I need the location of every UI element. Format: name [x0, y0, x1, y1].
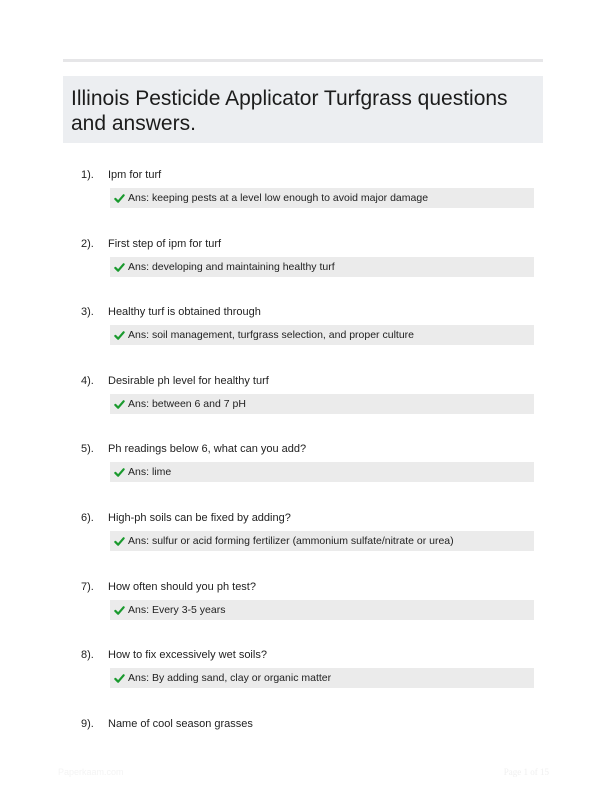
qa-item — [0, 168, 606, 228]
answer-prefix: Ans: — [128, 261, 150, 273]
qa-item — [0, 648, 606, 708]
question-text: Ph readings below 6, what can you add? — [108, 443, 307, 455]
answer-text: keeping pests at a level low enough to avoid major damage — [151, 192, 429, 204]
qa-item — [0, 237, 606, 297]
question-text: How often should you ph test? — [108, 581, 256, 593]
answer-prefix: Ans: — [128, 535, 150, 547]
answer-box — [110, 325, 534, 345]
check-icon — [114, 536, 125, 547]
question-number: 1). — [81, 169, 94, 181]
page-number: Page 1 of 15 — [503, 767, 549, 777]
answer-box — [110, 600, 534, 620]
check-icon — [114, 330, 125, 341]
answer-box — [110, 394, 534, 414]
question-number: 6). — [81, 512, 94, 524]
qa-item — [0, 374, 606, 434]
answer-prefix: Ans: — [128, 192, 150, 204]
qa-item — [0, 511, 606, 571]
question-text: High-ph soils can be fixed by adding? — [108, 512, 291, 524]
answer-box — [110, 188, 534, 208]
answer-text: between 6 and 7 pH — [151, 398, 246, 410]
answer-box — [110, 257, 534, 277]
answer-prefix: Ans: — [128, 329, 150, 341]
answer-prefix: Ans: — [128, 466, 150, 478]
answer-text: soil management, turfgrass selection, and proper culture — [151, 329, 414, 341]
answer-box — [110, 668, 534, 688]
qa-item — [0, 442, 606, 502]
question-number: 9). — [81, 718, 94, 730]
answer-prefix: Ans: — [128, 398, 150, 410]
question-text: Desirable ph level for healthy turf — [108, 375, 269, 387]
question-text: Name of cool season grasses — [108, 718, 253, 730]
answer-box — [110, 531, 534, 551]
question-text: How to fix excessively wet soils? — [108, 649, 267, 661]
answer-text: sulfur or acid forming fertilizer (ammonium sulfate/nitrate or urea) — [151, 535, 454, 547]
answer-text: Every 3-5 years — [151, 604, 226, 616]
question-number: 4). — [81, 375, 94, 387]
check-icon — [114, 673, 125, 684]
check-icon — [114, 467, 125, 478]
check-icon — [114, 399, 125, 410]
qa-item — [0, 580, 606, 640]
question-number: 3). — [81, 306, 94, 318]
qa-item — [0, 305, 606, 365]
question-text: Ipm for turf — [108, 169, 162, 181]
answer-prefix: Ans: — [128, 604, 150, 616]
question-number: 2). — [81, 238, 94, 250]
check-icon — [114, 605, 125, 616]
footer-watermark: Paperkaam.com — [58, 767, 124, 777]
answer-text: developing and maintaining healthy turf — [151, 261, 335, 273]
document-title: Illinois Pesticide Applicator Turfgrass questions and answers. — [71, 87, 508, 135]
check-icon — [114, 193, 125, 204]
question-text: Healthy turf is obtained through — [108, 306, 261, 318]
answer-text: lime — [151, 466, 172, 478]
answer-text: By adding sand, clay or organic matter — [151, 672, 332, 684]
answer-prefix: Ans: — [128, 672, 150, 684]
question-text: First step of ipm for turf — [108, 238, 222, 250]
question-number: 8). — [81, 649, 94, 661]
check-icon — [114, 262, 125, 273]
question-number: 5). — [81, 443, 94, 455]
question-number: 7). — [81, 581, 94, 593]
answer-box — [110, 462, 534, 482]
